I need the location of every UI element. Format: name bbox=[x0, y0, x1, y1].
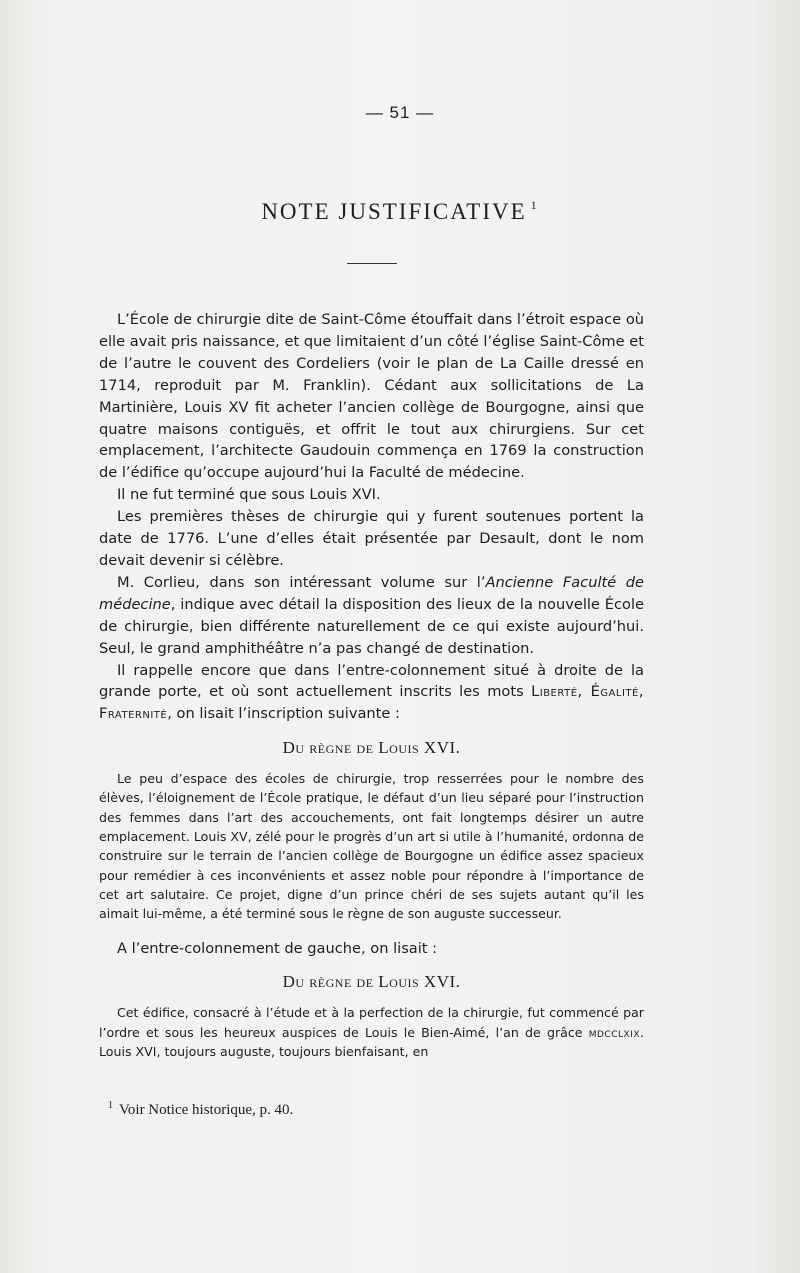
paragraph: Il ne fut terminé que sous Louis XVI. bbox=[117, 486, 381, 504]
paragraph: A l’entre-colonnement de gauche, on lisait : bbox=[117, 939, 438, 957]
text-run: Cet édifice, consacré à l’étude et à la perfection de la chirurgie, fut commencé par l’ordre et sous les heureux auspices de Louis le Bien-Aimé, l’an de grâce bbox=[99, 1005, 644, 1040]
book-title: Ancienne Faculté de médecine bbox=[99, 573, 644, 613]
paragraph bbox=[99, 660, 644, 726]
footnote-reference: 1 bbox=[530, 198, 539, 212]
footnote-mark: 1 bbox=[108, 1100, 113, 1111]
text-run: M. Corlieu, dans son intéressant volume sur l’ bbox=[117, 573, 486, 591]
motto-words: Liberté, Égalité, Fraternité bbox=[99, 683, 644, 723]
inscription-text bbox=[99, 1003, 644, 1061]
text-run: , on lisait l’inscription suivante : bbox=[167, 705, 400, 723]
page-number: — 51 — bbox=[365, 103, 435, 122]
footnote-text: Voir Notice historique, p. 40. bbox=[119, 1102, 294, 1118]
title-text: NOTE JUSTIFICATIVE bbox=[261, 199, 527, 224]
roman-year: mdcclxix bbox=[588, 1024, 640, 1040]
paragraph bbox=[99, 572, 644, 660]
title-divider bbox=[347, 263, 397, 264]
text-run: Il rappelle encore que dans l’entre-colonnement situé à droite de la grande porte, et où sont actuellement inscrits les mots bbox=[99, 661, 644, 701]
inscription-text: Le peu d’espace des écoles de chirurgie, trop resserrées pour le nombre des élèves, l’éloignement de l’École pratique, le défaut d’un lieu séparé pour l’instruction des femmes dans l’art des accouchements, ont fait longtemps désirer un autre emplacement. Louis XV, zélé pour le progrès d’un art si utile à l’humanité, ordonna de construire sur le terrain de l’ancien collège de Bourgogne un édifice assez spacieux pour remédier à ces inconvénients et assez noble pour répondre à l’importance de cet art salutaire. Ce projet, digne d’un prince chéri de ses sujets autant qu’il les aimait lui-même, a été terminé sous le règne de son auguste successeur. bbox=[99, 771, 644, 922]
paragraph: L’École de chirurgie dite de Saint-Côme étouffait dans l’étroit espace où elle avait pris naissance, et que limitaient d’un côté l’église Saint-Côme et de l’autre le couvent des Cordeliers (voir le plan de La Caille dressé en 1714, reproduit par M. Franklin). Cédant aux sollicitations de La Martinière, Louis XV fit acheter l’ancien collège de Bourgogne, ainsi que quatre maisons contiguës, et offrit le tout aux chirurgiens. Sur cet emplacement, l’architecte Gaudouin commença en 1769 la construction de l’édifice qu’occupe aujourd’hui la Faculté de médecine. bbox=[99, 311, 644, 482]
text-run: . Louis XVI, toujours auguste, toujours bienfaisant, en bbox=[99, 1024, 644, 1059]
inscription-heading: Du règne de Louis XVI. bbox=[282, 972, 461, 992]
page-title bbox=[0, 198, 800, 225]
footnote bbox=[108, 1100, 293, 1119]
body-text bbox=[99, 309, 644, 1061]
inscription-heading: Du règne de Louis XVI. bbox=[282, 738, 461, 758]
paragraph: Les premières thèses de chirurgie qui y furent soutenues portent la date de 1776. L’une d’elles était présentée par Desault, dont le nom devait devenir si célèbre. bbox=[99, 508, 644, 569]
text-run: , indique avec détail la disposition des lieux de la nouvelle École de chirurgie, bien différente naturellement de ce qui existe aujourd’hui. Seul, le grand amphithéâtre n’a pas changé de destination. bbox=[99, 595, 644, 657]
